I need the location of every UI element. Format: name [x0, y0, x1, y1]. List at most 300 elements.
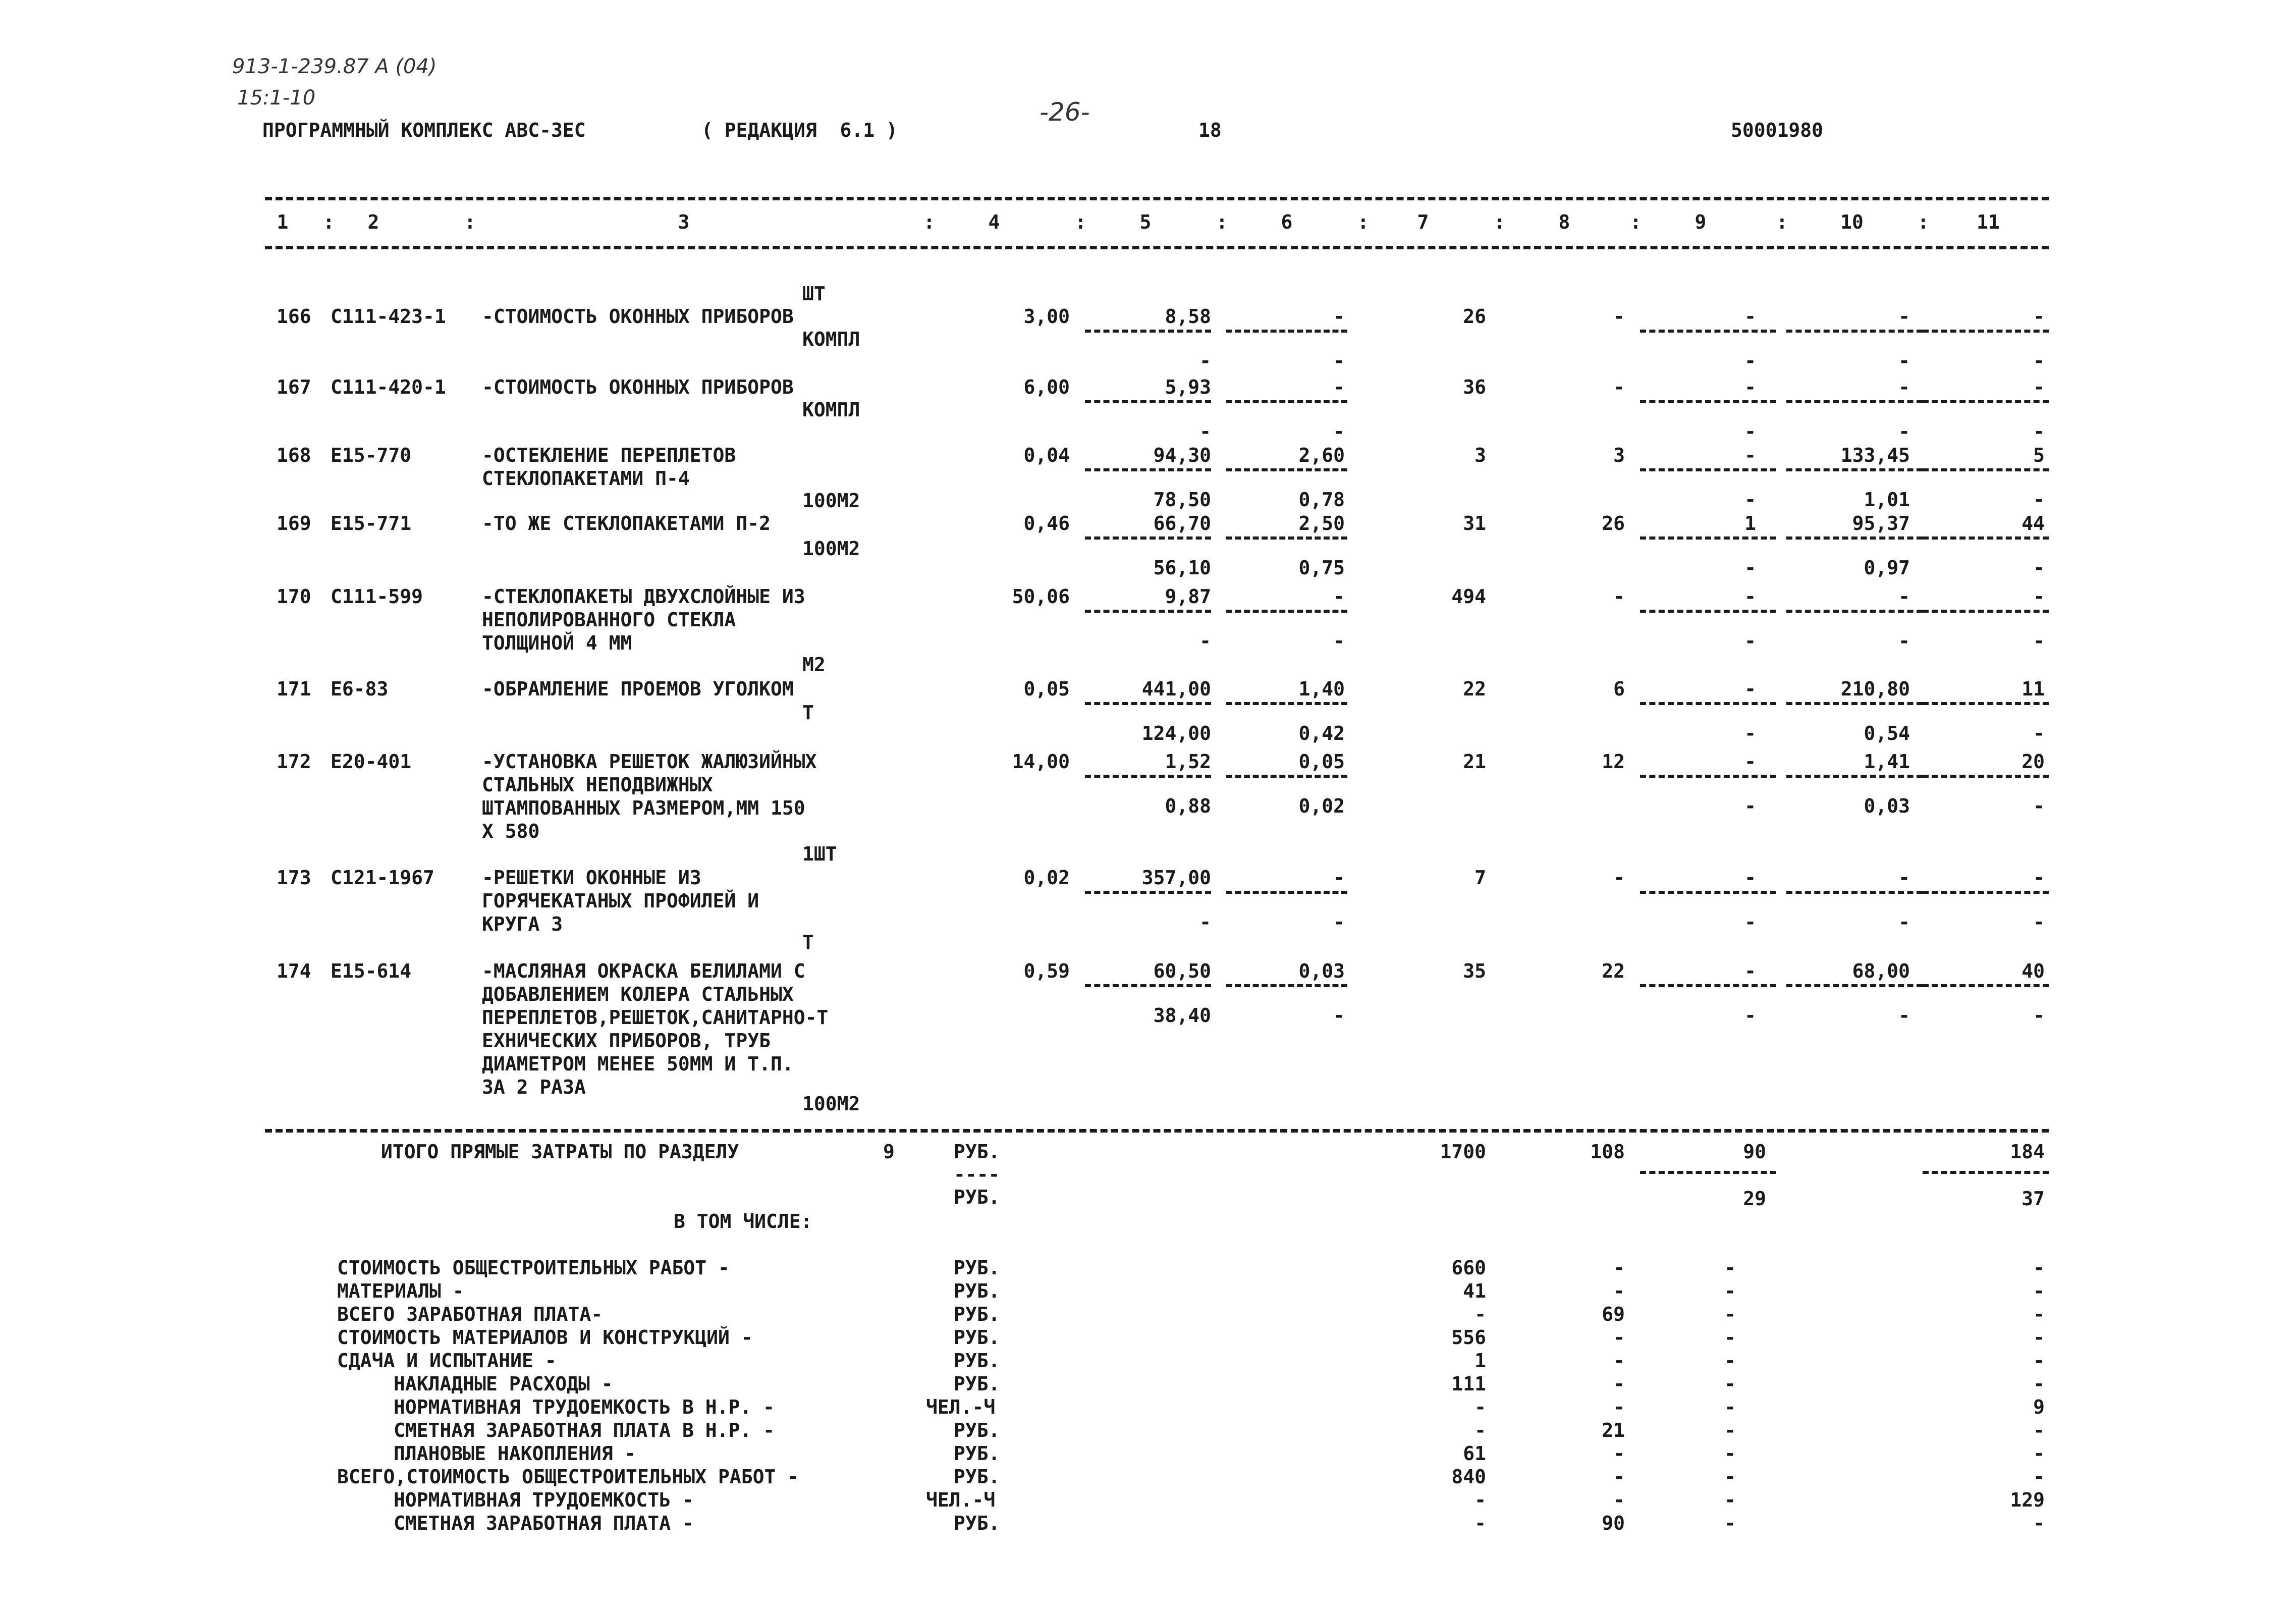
item-subrule — [1786, 891, 1923, 894]
item-description: ШТАМПОВАННЫХ РАЗМЕРОМ,ММ 150 — [482, 797, 805, 819]
item-unit-cost-secondary: 78,50 — [1153, 489, 1211, 511]
summary-col7: - — [1474, 1512, 1486, 1534]
item-description: -СТОИМОСТЬ ОКОННЫХ ПРИБОРОВ — [482, 305, 794, 328]
column-separator: : — [1776, 211, 1788, 233]
unit-label: КОМПЛ — [802, 328, 860, 350]
item-col10: 133,45 — [1840, 444, 1910, 466]
item-col6: 2,50 — [1298, 512, 1345, 534]
item-total-cost: 35 — [1463, 960, 1486, 982]
item-quantity: 0,02 — [1023, 867, 1070, 889]
item-col11-secondary: - — [2033, 630, 2045, 652]
item-col11-secondary: - — [2033, 1004, 2045, 1027]
item-col11-secondary: - — [2033, 795, 2045, 817]
item-subrule — [1786, 468, 1923, 471]
item-subrule — [1226, 468, 1347, 471]
item-col11: - — [2033, 376, 2045, 398]
summary-label: СДАЧА И ИСПЫТАНИЕ - — [337, 1350, 557, 1372]
item-description: -МАСЛЯНАЯ ОКРАСКА БЕЛИЛАМИ С — [482, 960, 805, 982]
unit-label: Т — [802, 702, 814, 724]
item-subrule — [1085, 891, 1211, 894]
unit-label: 100М2 — [802, 1093, 860, 1115]
item-quantity: 0,46 — [1023, 512, 1070, 534]
item-description: ГОРЯЧЕКАТАНЫХ ПРОФИЛЕЙ И — [482, 890, 759, 912]
column-separator: : — [1494, 211, 1505, 233]
item-subrule — [1640, 536, 1776, 540]
item-col6-secondary: 0,42 — [1298, 722, 1345, 744]
summary-col9: - — [1724, 1396, 1736, 1418]
summary-col7: 1 — [1474, 1350, 1486, 1372]
item-description: -ОБРАМЛЕНИЕ ПРОЕМОВ УГОЛКОМ — [482, 678, 794, 700]
item-description: ЗА 2 РАЗА — [482, 1076, 586, 1098]
handwritten-sheet-ref: 15:1-10 — [237, 86, 316, 110]
summary-col8: - — [1613, 1442, 1625, 1465]
item-total-cost: 7 — [1474, 867, 1486, 889]
summary-unit: РУБ. — [954, 1350, 1000, 1372]
summary-unit: РУБ. — [954, 1303, 1000, 1325]
summary-unit: РУБ. — [954, 1419, 1000, 1441]
summary-unit: ЧЕЛ.-Ч — [926, 1489, 996, 1511]
summary-col9: - — [1724, 1280, 1736, 1302]
item-subrule — [1085, 330, 1211, 333]
item-subrule — [1085, 775, 1211, 778]
item-description: ДИАМЕТРОМ МЕНЕЕ 50ММ И Т.П. — [482, 1053, 794, 1075]
item-unit-cost: 9,87 — [1165, 585, 1211, 608]
summary-label: ВСЕГО ЗАРАБОТНАЯ ПЛАТА- — [337, 1303, 603, 1325]
item-code: С111-423-1 — [331, 305, 446, 328]
item-description: ЕХНИЧЕСКИХ ПРИБОРОВ, ТРУБ — [482, 1030, 771, 1052]
item-number: 168 — [277, 444, 311, 466]
item-number: 172 — [277, 750, 311, 773]
item-col11-secondary: - — [2033, 350, 2045, 372]
item-col9: - — [1744, 585, 1756, 608]
item-unit-cost: 441,00 — [1141, 678, 1211, 700]
item-number: 169 — [277, 512, 311, 534]
item-total-cost: 21 — [1463, 750, 1486, 773]
item-col8: - — [1613, 867, 1625, 889]
summary-col8: - — [1613, 1373, 1625, 1395]
handwritten-doc-ref: 913-1-239.87 А (04) — [232, 55, 437, 78]
item-col8: 6 — [1613, 678, 1625, 700]
column-header-9: 9 — [1694, 211, 1707, 233]
summary-unit: РУБ. — [954, 1373, 1000, 1395]
item-code: Е15-614 — [331, 960, 412, 982]
item-col10-secondary: 0,03 — [1864, 795, 1910, 817]
item-subrule — [1226, 610, 1347, 613]
item-code: С121-1967 — [331, 867, 434, 889]
item-col11: 40 — [2021, 960, 2045, 982]
column-separator: : — [923, 211, 935, 233]
handwritten-page-number: -26- — [1040, 97, 1090, 127]
summary-unit: РУБ. — [954, 1512, 1000, 1534]
item-col6-secondary: 0,78 — [1298, 489, 1345, 511]
item-description: -СТЕКЛОПАКЕТЫ ДВУХСЛОЙНЫЕ ИЗ — [482, 585, 805, 608]
item-col6-secondary: - — [1333, 350, 1345, 372]
item-number: 166 — [277, 305, 311, 328]
item-subrule — [1786, 400, 1923, 403]
item-total-cost: 36 — [1463, 376, 1486, 398]
column-header-5: 5 — [1139, 211, 1152, 233]
item-col10: - — [1898, 585, 1910, 608]
item-description: -УСТАНОВКА РЕШЕТОК ЖАЛЮЗИЙНЫХ — [482, 750, 817, 773]
edition-label: ( РЕДАКЦИЯ 6.1 ) — [701, 119, 898, 141]
summary-label: МАТЕРИАЛЫ - — [337, 1280, 464, 1302]
item-col9: - — [1744, 376, 1756, 398]
totals-col11: 184 — [2010, 1141, 2045, 1163]
item-code: С111-420-1 — [331, 376, 446, 398]
item-col11-secondary: - — [2033, 557, 2045, 579]
summary-label: СМЕТНАЯ ЗАРАБОТНАЯ ПЛАТА В Н.Р. - — [394, 1419, 775, 1441]
summary-col11: - — [2033, 1303, 2045, 1325]
item-subrule — [1786, 702, 1923, 705]
item-description: -РЕШЕТКИ ОКОННЫЕ ИЗ — [482, 867, 701, 889]
item-col9-secondary: - — [1744, 1004, 1756, 1027]
item-quantity: 0,04 — [1023, 444, 1070, 466]
item-col8: 22 — [1602, 960, 1625, 982]
item-number: 170 — [277, 585, 311, 608]
item-subrule — [1085, 468, 1211, 471]
column-separator: : — [1918, 211, 1929, 233]
column-header-3: 3 — [678, 211, 690, 233]
summary-col8: - — [1613, 1326, 1625, 1349]
item-col11: 5 — [2033, 444, 2045, 466]
item-col8: 3 — [1613, 444, 1625, 466]
item-number: 171 — [277, 678, 311, 700]
summary-label: ВСЕГО,СТОИМОСТЬ ОБЩЕСТРОИТЕЛЬНЫХ РАБОТ - — [337, 1466, 799, 1488]
table-header-rule — [265, 246, 2049, 249]
item-subrule — [1640, 702, 1776, 705]
summary-col7: 61 — [1463, 1442, 1486, 1465]
item-unit-cost: 60,50 — [1153, 960, 1211, 982]
item-col10: 95,37 — [1852, 512, 1910, 534]
item-code: Е6-83 — [331, 678, 389, 700]
summary-label: НОРМАТИВНАЯ ТРУДОЕМКОСТЬ В Н.Р. - — [394, 1396, 775, 1418]
item-col6: 1,40 — [1298, 678, 1345, 700]
item-col9-secondary: - — [1744, 557, 1756, 579]
item-col6: - — [1333, 585, 1345, 608]
summary-col8: - — [1613, 1466, 1625, 1488]
summary-unit: ЧЕЛ.-Ч — [926, 1396, 996, 1418]
item-unit-cost-secondary: - — [1199, 911, 1211, 933]
item-col9-secondary: - — [1744, 911, 1756, 933]
summary-col11: - — [2033, 1442, 2045, 1465]
column-separator: : — [1216, 211, 1228, 233]
item-subrule — [1923, 400, 2049, 403]
summary-col8: 21 — [1602, 1419, 1625, 1441]
item-description: ПЕРЕПЛЕТОВ,РЕШЕТОК,САНИТАРНО-Т — [482, 1006, 829, 1029]
item-subrule — [1640, 891, 1776, 894]
item-subrule — [1923, 702, 2049, 705]
item-subrule — [1923, 610, 2049, 613]
item-subrule — [1226, 702, 1347, 705]
item-col8: 12 — [1602, 750, 1625, 773]
item-col11-secondary: - — [2033, 911, 2045, 933]
summary-col7: - — [1474, 1419, 1486, 1441]
item-col8: 26 — [1602, 512, 1625, 534]
item-col10-secondary: - — [1898, 911, 1910, 933]
item-code: Е20-401 — [331, 750, 412, 773]
summary-col9: - — [1724, 1326, 1736, 1349]
item-subrule — [1923, 984, 2049, 987]
item-subrule — [1226, 536, 1347, 540]
totals-unit: РУБ. — [954, 1186, 1000, 1208]
totals-col8: 108 — [1590, 1141, 1625, 1163]
item-code: Е15-770 — [331, 444, 412, 466]
summary-col9: - — [1724, 1373, 1736, 1395]
item-subrule — [1923, 468, 2049, 471]
totals-col11-secondary: 37 — [2021, 1188, 2045, 1210]
column-header-1: 1 — [277, 211, 289, 233]
summary-col7: 556 — [1451, 1326, 1486, 1349]
item-description: СТЕКЛОПАКЕТАМИ П-4 — [482, 467, 690, 490]
summary-col9: - — [1724, 1303, 1736, 1325]
item-subrule — [1640, 330, 1776, 333]
item-col9-secondary: - — [1744, 630, 1756, 652]
item-subrule — [1640, 984, 1776, 987]
summary-col9: - — [1724, 1466, 1736, 1488]
column-header-7: 7 — [1417, 211, 1429, 233]
summary-label: НАКЛАДНЫЕ РАСХОДЫ - — [394, 1373, 613, 1395]
item-col6: 0,05 — [1298, 750, 1345, 773]
unit-label: КОМПЛ — [802, 399, 860, 421]
item-unit-cost: 5,93 — [1165, 376, 1211, 398]
item-unit-cost-secondary: 38,40 — [1153, 1004, 1211, 1027]
table-top-rule — [265, 197, 2049, 200]
item-col9-secondary: - — [1744, 350, 1756, 372]
item-subrule — [1786, 536, 1923, 540]
column-separator: : — [323, 211, 335, 233]
item-col10-secondary: - — [1898, 420, 1910, 443]
item-col11: - — [2033, 867, 2045, 889]
summary-col9: - — [1724, 1489, 1736, 1511]
item-code: Е15-771 — [331, 512, 412, 534]
item-subrule — [1226, 891, 1347, 894]
totals-col7: 1700 — [1440, 1141, 1486, 1163]
summary-col9: - — [1724, 1257, 1736, 1279]
item-unit-cost-secondary: 0,88 — [1165, 795, 1211, 817]
summary-unit: РУБ. — [954, 1257, 1000, 1279]
summary-col11: 9 — [2033, 1396, 2045, 1418]
summary-col11: - — [2033, 1326, 2045, 1349]
summary-label: ПЛАНОВЫЕ НАКОПЛЕНИЯ - — [394, 1442, 636, 1465]
summary-col7: - — [1474, 1303, 1486, 1325]
totals-subrule — [1923, 1171, 2049, 1174]
item-description: Х 580 — [482, 820, 540, 842]
item-col10-secondary: 0,97 — [1864, 557, 1910, 579]
summary-col7: - — [1474, 1489, 1486, 1511]
item-col9-secondary: - — [1744, 420, 1756, 443]
totals-section-number: 9 — [883, 1141, 895, 1163]
item-number: 167 — [277, 376, 311, 398]
item-col10-secondary: 0,54 — [1864, 722, 1910, 744]
column-header-6: 6 — [1281, 211, 1293, 233]
item-subrule — [1923, 891, 2049, 894]
item-unit-cost: 357,00 — [1141, 867, 1211, 889]
item-col8: - — [1613, 585, 1625, 608]
item-col10: 68,00 — [1852, 960, 1910, 982]
item-subrule — [1226, 984, 1347, 987]
item-col11: - — [2033, 305, 2045, 328]
item-unit-cost-secondary: - — [1199, 630, 1211, 652]
item-col6-secondary: 0,75 — [1298, 557, 1345, 579]
item-col6: - — [1333, 376, 1345, 398]
item-col9-secondary: - — [1744, 489, 1756, 511]
item-col11-secondary: - — [2033, 489, 2045, 511]
item-description: НЕПОЛИРОВАННОГО СТЕКЛА — [482, 609, 736, 631]
item-total-cost: 3 — [1474, 444, 1486, 466]
item-col10: - — [1898, 867, 1910, 889]
column-header-4: 4 — [988, 211, 1000, 233]
totals-subrule — [1640, 1171, 1776, 1174]
summary-col8: - — [1613, 1350, 1625, 1372]
item-subrule — [1640, 468, 1776, 471]
document-code: 50001980 — [1731, 119, 1824, 141]
item-col10: 210,80 — [1840, 678, 1910, 700]
item-description: СТАЛЬНЫХ НЕПОДВИЖНЫХ — [482, 774, 713, 796]
item-quantity: 0,59 — [1023, 960, 1070, 982]
summary-col11: - — [2033, 1419, 2045, 1441]
item-col9: - — [1744, 444, 1756, 466]
item-description: -ОСТЕКЛЕНИЕ ПЕРЕПЛЕТОВ — [482, 444, 736, 466]
totals-label: ИТОГО ПРЯМЫЕ ЗАТРАТЫ ПО РАЗДЕЛУ — [381, 1141, 739, 1163]
summary-unit: РУБ. — [954, 1466, 1000, 1488]
item-col9: - — [1744, 867, 1756, 889]
item-subrule — [1226, 775, 1347, 778]
item-unit-cost: 94,30 — [1153, 444, 1211, 466]
item-subrule — [1786, 775, 1923, 778]
item-description: ТОЛЩИНОЙ 4 ММ — [482, 632, 632, 654]
item-col10: - — [1898, 376, 1910, 398]
summary-col8: - — [1613, 1489, 1625, 1511]
item-col11-secondary: - — [2033, 420, 2045, 443]
totals-unit: РУБ. — [954, 1141, 1000, 1163]
item-col10-secondary: 1,01 — [1864, 489, 1910, 511]
totals-col9-secondary: 29 — [1743, 1188, 1766, 1210]
item-unit-cost-secondary: 56,10 — [1153, 557, 1211, 579]
unit-label: 100М2 — [802, 490, 860, 512]
summary-col8: - — [1613, 1257, 1625, 1279]
item-col9-secondary: - — [1744, 722, 1756, 744]
item-description: КРУГА 3 — [482, 913, 563, 935]
item-unit-cost-secondary: - — [1199, 420, 1211, 443]
item-col10-secondary: - — [1898, 630, 1910, 652]
item-subrule — [1786, 330, 1923, 333]
totals-rule — [265, 1129, 2049, 1133]
item-col6: - — [1333, 867, 1345, 889]
item-col6: 0,03 — [1298, 960, 1345, 982]
summary-label: СТОИМОСТЬ МАТЕРИАЛОВ И КОНСТРУКЦИЙ - — [337, 1326, 753, 1349]
unit-label: ШТ — [802, 283, 826, 305]
item-total-cost: 26 — [1463, 305, 1486, 328]
item-subrule — [1085, 984, 1211, 987]
item-subrule — [1085, 610, 1211, 613]
item-subrule — [1085, 400, 1211, 403]
item-col6-secondary: 0,02 — [1298, 795, 1345, 817]
item-col6-secondary: - — [1333, 630, 1345, 652]
unit-label: 1ШТ — [802, 843, 837, 865]
summary-unit: РУБ. — [954, 1442, 1000, 1465]
item-subrule — [1923, 775, 2049, 778]
summary-label: СТОИМОСТЬ ОБЩЕСТРОИТЕЛЬНЫХ РАБОТ - — [337, 1257, 730, 1279]
summary-col7: 840 — [1451, 1466, 1486, 1488]
item-quantity: 3,00 — [1023, 305, 1070, 328]
item-col9: - — [1744, 305, 1756, 328]
summary-label: НОРМАТИВНАЯ ТРУДОЕМКОСТЬ - — [394, 1489, 694, 1511]
summary-col11: - — [2033, 1466, 2045, 1488]
summary-col9: - — [1724, 1512, 1736, 1534]
program-title: ПРОГРАММНЫЙ КОМПЛЕКС АВС-3ЕС — [262, 119, 586, 141]
totals-unit-dash: ---- — [954, 1163, 1000, 1186]
item-col10: 1,41 — [1864, 750, 1910, 773]
summary-col11: - — [2033, 1257, 2045, 1279]
item-subrule — [1640, 775, 1776, 778]
item-subrule — [1085, 536, 1211, 540]
item-code: С111-599 — [331, 585, 423, 608]
summary-col7: 660 — [1451, 1257, 1486, 1279]
column-separator: : — [1075, 211, 1086, 233]
summary-col11: - — [2033, 1350, 2045, 1372]
item-unit-cost-secondary: - — [1199, 350, 1211, 372]
item-col6: 2,60 — [1298, 444, 1345, 466]
item-col11-secondary: - — [2033, 722, 2045, 744]
summary-label: СМЕТНАЯ ЗАРАБОТНАЯ ПЛАТА - — [394, 1512, 694, 1534]
item-col10: - — [1898, 305, 1910, 328]
item-col9: - — [1744, 960, 1756, 982]
including-label: В ТОМ ЧИСЛЕ: — [674, 1210, 812, 1232]
unit-label: М2 — [802, 654, 826, 676]
item-quantity: 6,00 — [1023, 376, 1070, 398]
item-subrule — [1923, 330, 2049, 333]
item-quantity: 14,00 — [1012, 750, 1070, 773]
item-unit-cost-secondary: 124,00 — [1141, 722, 1211, 744]
item-description: ДОБАВЛЕНИЕМ КОЛЕРА СТАЛЬНЫХ — [482, 983, 794, 1005]
item-quantity: 50,06 — [1012, 585, 1070, 608]
item-unit-cost: 1,52 — [1165, 750, 1211, 773]
item-col6-secondary: - — [1333, 420, 1345, 443]
item-col9-secondary: - — [1744, 795, 1756, 817]
column-separator: : — [1630, 211, 1642, 233]
summary-col7: 41 — [1463, 1280, 1486, 1302]
summary-col8: - — [1613, 1280, 1625, 1302]
summary-col8: 69 — [1602, 1303, 1625, 1325]
summary-col9: - — [1724, 1419, 1736, 1441]
item-col11: 20 — [2021, 750, 2045, 773]
summary-unit: РУБ. — [954, 1326, 1000, 1349]
item-description: -СТОИМОСТЬ ОКОННЫХ ПРИБОРОВ — [482, 376, 794, 398]
item-subrule — [1640, 610, 1776, 613]
item-col9: - — [1744, 678, 1756, 700]
summary-col11: - — [2033, 1280, 2045, 1302]
column-separator: : — [464, 211, 476, 233]
item-col10-secondary: - — [1898, 1004, 1910, 1027]
summary-col11: - — [2033, 1373, 2045, 1395]
totals-col9: 90 — [1743, 1141, 1766, 1163]
item-description: -ТО ЖЕ СТЕКЛОПАКЕТАМИ П-2 — [482, 512, 771, 534]
item-subrule — [1226, 400, 1347, 403]
item-col11: 44 — [2021, 512, 2045, 534]
item-col6: - — [1333, 305, 1345, 328]
item-col6-secondary: - — [1333, 911, 1345, 933]
item-subrule — [1226, 330, 1347, 333]
item-subrule — [1085, 702, 1211, 705]
item-total-cost: 22 — [1463, 678, 1486, 700]
item-subrule — [1640, 400, 1776, 403]
summary-col8: 90 — [1602, 1512, 1625, 1534]
column-header-11: 11 — [1977, 211, 2000, 233]
item-total-cost: 31 — [1463, 512, 1486, 534]
unit-label: 100М2 — [802, 538, 860, 560]
sheet-number: 18 — [1198, 119, 1222, 141]
column-header-2: 2 — [367, 211, 379, 233]
